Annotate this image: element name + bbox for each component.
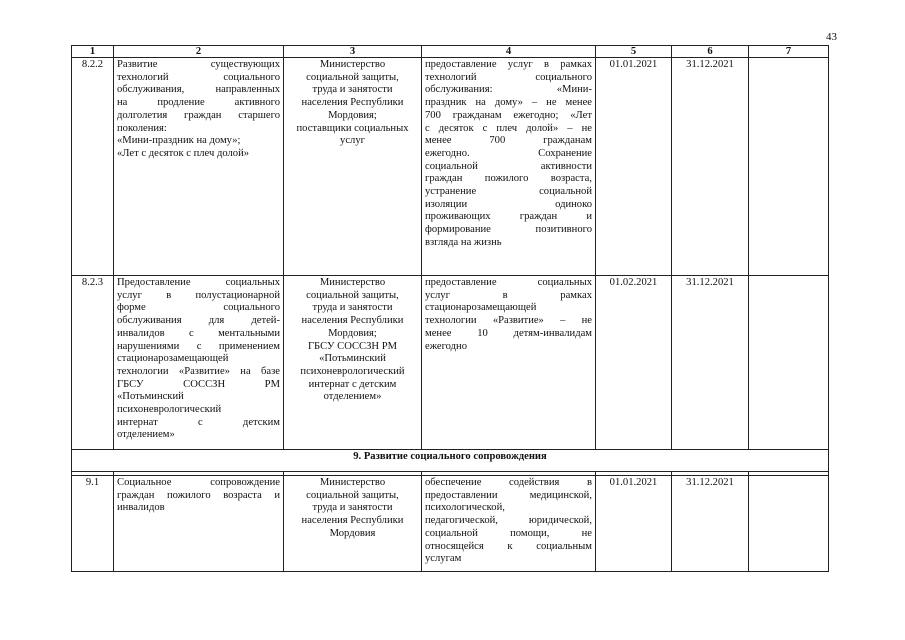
executor — [284, 476, 422, 572]
expected-result — [422, 58, 596, 276]
text-line: поставщики социальных — [296, 122, 409, 134]
measures-table — [71, 45, 829, 572]
text-line: «Потьминский — [117, 391, 184, 403]
text-line: менее 700 гражданам — [425, 135, 592, 147]
text-line: технологий социального — [117, 71, 280, 83]
text-line: технологии «Развитие» на базе — [117, 365, 280, 377]
start-date: 01.02.2021 — [596, 276, 672, 450]
text-line: социальной защиты, — [306, 489, 399, 501]
text-line: социальной помощи, не — [425, 527, 592, 539]
text-line: отделением» — [323, 391, 382, 403]
text-line: обеспечение содействия в — [425, 477, 592, 488]
text-line: технологий социального — [425, 71, 592, 83]
text-line: стационарозамещающей — [425, 302, 537, 314]
text-line: интернат с детским — [308, 378, 397, 390]
text-line: устранение социальной — [425, 186, 592, 198]
text-line: формирование позитивного — [425, 224, 592, 236]
text-line: стационарозамещающей — [117, 353, 229, 365]
text-line: услуг в рамках — [425, 289, 592, 301]
section-header-row — [72, 450, 829, 472]
text-line: Предоставление социальных — [117, 277, 280, 288]
section-title: 9. Развитие социального сопровождения — [72, 450, 829, 472]
text-line: отделением» — [117, 429, 175, 441]
text-line: «Потьминский — [319, 353, 386, 365]
text-line: проживающих граждан и — [425, 211, 592, 223]
start-date: 01.01.2021 — [596, 58, 672, 276]
text-line: психоневрологический — [117, 404, 222, 416]
table-row — [72, 58, 829, 276]
text-line: обслуживания, направленных — [117, 84, 280, 96]
text-line: на продление активного — [117, 97, 280, 109]
column-header-1: 1 — [72, 46, 114, 58]
text-line: населения Республики — [301, 515, 404, 527]
text-line: долголетия граждан старшего — [117, 109, 280, 121]
text-line: социальной защиты, — [306, 289, 399, 301]
row-number: 8.2.2 — [72, 58, 114, 276]
text-line: обслуживания: «Мини- — [425, 84, 592, 96]
text-line: социальной активности — [425, 160, 592, 172]
text-line: Мордовия — [329, 527, 376, 539]
text-line: труда и занятости — [312, 502, 393, 514]
text-line: нарушениями с применением — [117, 340, 280, 352]
text-line: населения Республики — [301, 315, 404, 327]
measure-name — [114, 276, 284, 450]
column-header-3: 3 — [284, 46, 422, 58]
column-header-5: 5 — [596, 46, 672, 58]
page-number: 43 — [826, 31, 837, 43]
text-line: менее 10 детям-инвалидам — [425, 327, 592, 339]
text-line: предоставлении медицинской, — [425, 489, 592, 501]
text-line: социальной защиты, — [306, 71, 399, 83]
text-line: Социальное сопровождение — [117, 477, 280, 488]
text-line: психологической, — [425, 502, 505, 514]
text-line: предоставление услуг в рамках — [425, 59, 592, 70]
text-line: Министерство — [319, 477, 386, 488]
text-line: психоневрологический — [300, 365, 405, 377]
text-line: ГБСУ СОССЗН РМ — [307, 340, 398, 352]
row-number: 8.2.3 — [72, 276, 114, 450]
text-line: предоставление социальных — [425, 277, 592, 288]
expected-result — [422, 476, 596, 572]
text-line: «Лет с десяток с плеч долой» — [117, 147, 250, 159]
column-header-7: 7 — [749, 46, 829, 58]
text-line: интернат с детским — [117, 416, 280, 428]
text-line: граждан пожилого возраста и — [117, 489, 280, 501]
expected-result — [422, 276, 596, 450]
text-line: технологии «Развитие» – не — [425, 315, 592, 327]
note-cell — [749, 58, 829, 276]
text-line: Развитие существующих — [117, 59, 280, 70]
column-number-header-row — [72, 46, 829, 58]
text-line: ежегодно. Сохранение — [425, 147, 592, 159]
measure-name — [114, 58, 284, 276]
text-line: «Мини-праздник на дому»; — [117, 135, 241, 147]
text-line: изоляции одиноко — [425, 198, 592, 210]
text-line: 700 гражданам ежегодно; «Лет — [425, 109, 592, 121]
text-line: с десяток с плеч долой» – не — [425, 122, 592, 134]
text-line: обслуживания для детей- — [117, 315, 280, 327]
text-line: праздник на дому» – не менее — [425, 97, 592, 109]
end-date: 31.12.2021 — [672, 276, 749, 450]
text-line: Мордовия; — [328, 327, 377, 339]
text-line: инвалидов — [117, 502, 165, 514]
row-number: 9.1 — [72, 476, 114, 572]
text-line: поколения: — [117, 122, 167, 134]
text-line: услугам — [425, 553, 462, 565]
text-line: Министерство — [319, 59, 386, 70]
end-date: 31.12.2021 — [672, 58, 749, 276]
text-line: форме социального — [117, 302, 280, 314]
column-header-6: 6 — [672, 46, 749, 58]
table-row — [72, 276, 829, 450]
text-line: услуг в полустационарной — [117, 289, 280, 301]
text-line: Министерство — [319, 277, 386, 288]
text-line: граждан пожилого возраста, — [425, 173, 592, 185]
text-line: населения Республики — [301, 97, 404, 109]
text-line: Мордовия; — [328, 109, 377, 121]
column-header-4: 4 — [422, 46, 596, 58]
measure-name — [114, 476, 284, 572]
text-line: инвалидов с ментальными — [117, 327, 280, 339]
note-cell — [749, 276, 829, 450]
text-line: взгляда на жизнь — [425, 236, 502, 248]
text-line: труда и занятости — [312, 84, 393, 96]
executor — [284, 58, 422, 276]
text-line: услуг — [340, 135, 365, 147]
text-line: педагогической, юридической, — [425, 515, 592, 527]
end-date: 31.12.2021 — [672, 476, 749, 572]
text-line: ГБСУ СОССЗН РМ — [117, 378, 280, 390]
start-date: 01.01.2021 — [596, 476, 672, 572]
text-line: ежегодно — [425, 340, 468, 352]
text-line: труда и занятости — [312, 302, 393, 314]
table-row — [72, 476, 829, 572]
note-cell — [749, 476, 829, 572]
column-header-2: 2 — [114, 46, 284, 58]
executor — [284, 276, 422, 450]
text-line: относящейся к социальным — [425, 540, 592, 552]
